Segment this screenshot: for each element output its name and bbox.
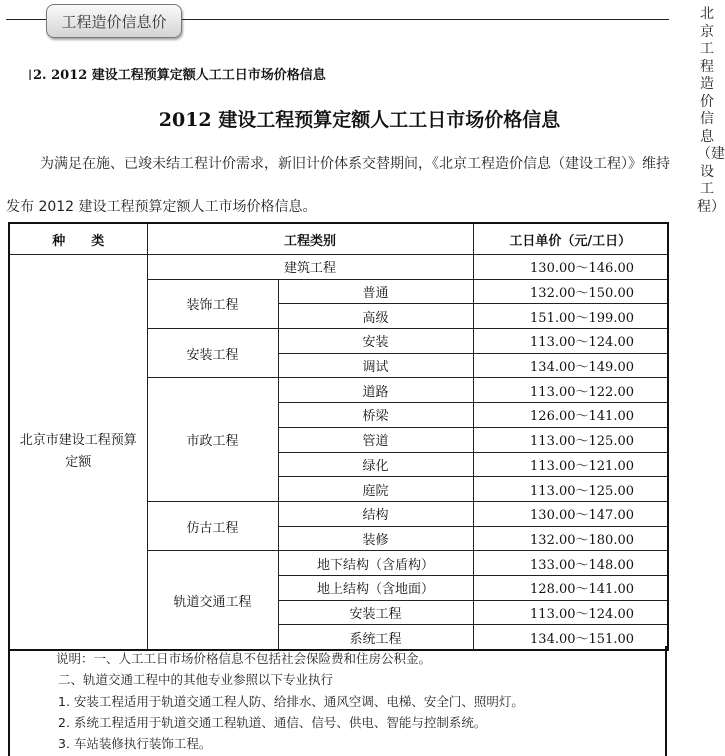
- table-row: [9, 255, 668, 280]
- sub-cell: 绿化: [278, 452, 473, 477]
- sub-cell: 安装: [278, 329, 473, 354]
- sub-cell: 道路: [278, 378, 473, 403]
- sub-cell: 庭院: [278, 477, 473, 502]
- group-cell: 市政工程: [147, 378, 278, 501]
- sub-cell: 装修: [278, 526, 473, 551]
- sub-cell: 结构: [278, 501, 473, 526]
- sub-cell: 桥梁: [278, 403, 473, 428]
- note-line: 1. 安装工程适用于轨道交通工程人防、给排水、通风空调、电梯、安全门、照明灯。: [58, 693, 524, 709]
- kind-label: 北京市建设工程预算定额: [19, 433, 137, 470]
- price-cell: 113.00～125.00: [473, 427, 668, 452]
- table-header-row: [9, 223, 668, 255]
- note-line: 说明：一、人工工日市场价格信息不包括社会保险费和住房公积金。: [56, 651, 432, 666]
- group-cell: 仿古工程: [147, 501, 278, 550]
- price-cell: 130.00～147.00: [473, 501, 668, 526]
- price-cell: 126.00～141.00: [473, 403, 668, 428]
- header-kind: 种 类: [9, 223, 147, 255]
- price-cell: 132.00～150.00: [473, 279, 668, 304]
- price-cell: 113.00～124.00: [473, 600, 668, 625]
- note-line: 二、轨道交通工程中的其他专业参照以下专业执行: [58, 672, 334, 688]
- note-line: 2. 系统工程适用于轨道交通工程轨道、通信、信号、供电、智能与控制系统。: [58, 714, 487, 730]
- group-cell: 轨道交通工程: [147, 551, 278, 650]
- price-cell: 130.00～146.00: [473, 255, 668, 280]
- header-price: 工日单价（元/工日）: [473, 223, 668, 255]
- sub-cell: 普通: [278, 279, 473, 304]
- sub-cell: 地上结构（含地面）: [278, 575, 473, 600]
- price-cell: 113.00～121.00: [473, 452, 668, 477]
- price-cell: 113.00～125.00: [473, 477, 668, 502]
- text-cursor-icon: I: [28, 68, 33, 84]
- intro-paragraph: 为满足在施、已竣未结工程计价需求，新旧计价体系交替期间，《北京工程造价信息（建设工程）》维持发布 2012 建设工程预算定额人工市场价格信息。: [6, 156, 670, 215]
- sub-cell: 系统工程: [278, 625, 473, 650]
- price-cell: 134.00～149.00: [473, 353, 668, 378]
- side-running-title: 北京工程造价信息（建设工程）: [697, 6, 725, 215]
- price-cell: 134.00～151.00: [473, 625, 668, 650]
- document-title: 2012 建设工程预算定额人工工日市场价格信息: [158, 109, 561, 131]
- price-cell: 151.00～199.00: [473, 304, 668, 329]
- price-cell: 113.00～122.00: [473, 378, 668, 403]
- kind-cell: [9, 255, 147, 651]
- category-cell: 建筑工程: [147, 255, 473, 280]
- sub-cell: 高级: [278, 304, 473, 329]
- note-line: 3. 车站装修执行装饰工程。: [58, 736, 212, 752]
- sub-cell: 安装工程: [278, 600, 473, 625]
- sub-cell: 管道: [278, 427, 473, 452]
- price-cell: 133.00～148.00: [473, 551, 668, 576]
- sub-cell: 调试: [278, 353, 473, 378]
- group-cell: 装饰工程: [147, 279, 278, 328]
- group-cell: 安装工程: [147, 329, 278, 378]
- section-subheading: 2. 2012 建设工程预算定额人工工日市场价格信息: [33, 68, 326, 83]
- price-cell: 128.00～141.00: [473, 575, 668, 600]
- sub-cell: 地下结构（含盾构）: [278, 551, 473, 576]
- header-category: 工程类别: [147, 223, 473, 255]
- header-tab: 工程造价信息价: [46, 4, 182, 38]
- price-cell: 132.00～180.00: [473, 526, 668, 551]
- price-cell: 113.00～124.00: [473, 329, 668, 354]
- price-table: [8, 222, 669, 651]
- notes-block: [8, 648, 663, 754]
